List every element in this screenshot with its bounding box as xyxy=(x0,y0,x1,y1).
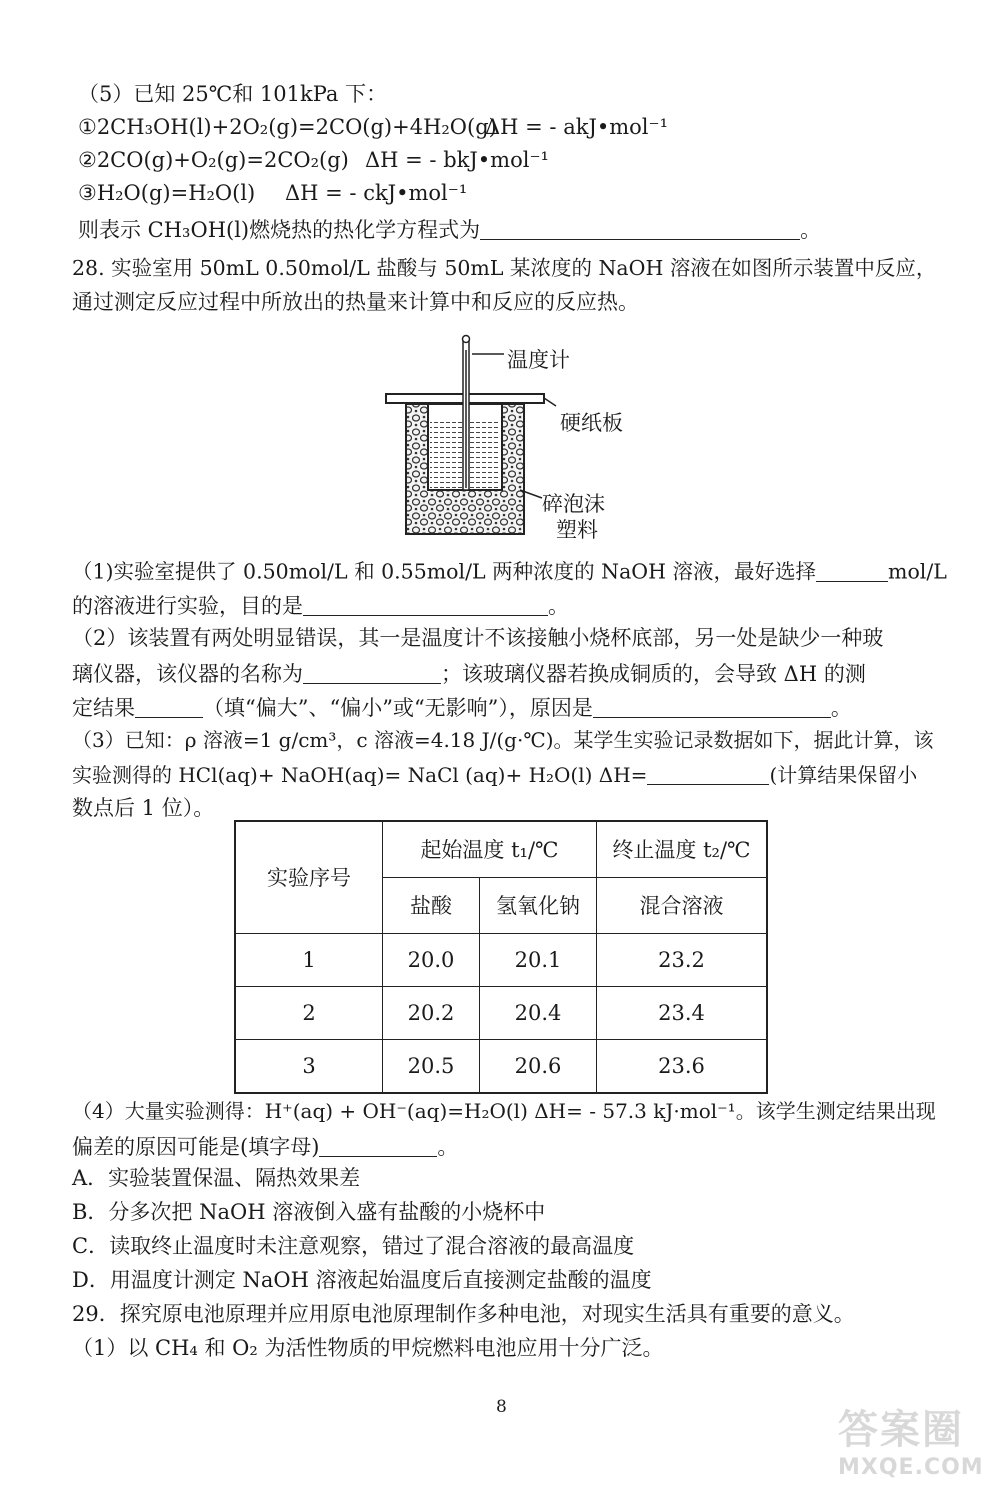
q28-part2-text-d: （填“偏大”、“偏小”或“无影响”），原因是 xyxy=(203,696,593,720)
cell-index: 3 xyxy=(235,1039,383,1093)
label-thermometer: 温度计 xyxy=(507,348,570,372)
q28-part2-text-a: 璃仪器，该仪器的名称为 xyxy=(72,662,303,686)
option-d: D．用温度计测定 NaOH 溶液起始温度后直接测定盐酸的温度 xyxy=(72,1268,652,1292)
option-b: B．分多次把 NaOH 溶液倒入盛有盐酸的小烧杯中 xyxy=(72,1200,546,1224)
header-end-temp: 终止温度 t₂/℃ xyxy=(597,821,768,877)
page-number: 8 xyxy=(496,1397,507,1417)
cell-hcl: 20.2 xyxy=(383,986,480,1039)
cell-index: 1 xyxy=(235,933,383,986)
q27-5-equation-1: ①2CH₃OH(l)+2O₂(g)=2CO(g)+4H₂O(g) xyxy=(78,115,497,139)
q28-part4-line-2 xyxy=(72,1135,458,1158)
q29-part1: （1）以 CH₄ 和 O₂ 为活性物质的甲烷燃料电池应用十分广泛。 xyxy=(72,1336,664,1360)
q28-part1-text-b: mol/L xyxy=(888,559,947,584)
q29-stem: 29．探究原电池原理并应用原电池原理制作多种电池，对现实生活具有重要的意义。 xyxy=(72,1302,855,1326)
q27-5-equation-3: ③H₂O(g)=H₂O(l) xyxy=(78,181,256,205)
q28-part3-line-3: 数点后 1 位）。 xyxy=(72,796,215,820)
header-start-temp: 起始温度 t₁/℃ xyxy=(383,821,597,877)
answer-blank[interactable] xyxy=(319,1135,437,1157)
q28-part4-text-a: 偏差的原因可能是(填字母) xyxy=(72,1135,320,1159)
answer-blank[interactable] xyxy=(303,594,548,616)
option-a: A．实验装置保温、隔热效果差 xyxy=(72,1166,361,1190)
q28-part3-line-1: （3）已知：ρ 溶液=1 g/cm³，c 溶液=4.18 J/(g·℃)。某学生实验记录数据如下，据此计算，该 xyxy=(72,728,934,752)
q28-part1-line-2 xyxy=(72,594,569,617)
cell-naoh: 20.4 xyxy=(480,986,597,1039)
q28-part2-line-3 xyxy=(72,696,852,719)
cell-mix: 23.4 xyxy=(597,986,768,1039)
experiment-data-table xyxy=(234,820,768,1094)
label-cardboard: 硬纸板 xyxy=(560,411,623,435)
q27-5-question xyxy=(78,218,821,241)
header-naoh: 氢氧化钠 xyxy=(480,877,597,933)
table-row xyxy=(235,986,767,1039)
table-row xyxy=(235,1039,767,1093)
q28-part2-line-2 xyxy=(72,662,866,685)
q28-part4-text-b: 。 xyxy=(437,1135,459,1159)
answer-blank[interactable] xyxy=(135,696,203,718)
q27-5-equation-2: ②2CO(g)+O₂(g)=2CO₂(g) xyxy=(78,148,349,172)
cell-hcl: 20.0 xyxy=(383,933,480,986)
answer-blank[interactable] xyxy=(593,696,831,718)
header-index: 实验序号 xyxy=(235,821,383,933)
q28-part3-line-2 xyxy=(72,764,917,785)
header-hcl: 盐酸 xyxy=(383,877,480,933)
answer-blank[interactable] xyxy=(303,662,441,684)
watermark-logo xyxy=(838,1398,988,1498)
cell-index: 2 xyxy=(235,986,383,1039)
q28-part4-line-1: （4）大量实验测得：H⁺(aq) + OH⁻(aq)=H₂O(l) ΔH= - 57.3 kJ·mol⁻¹。该学生测定结果出现 xyxy=(72,1099,936,1123)
table-row xyxy=(235,933,767,986)
q28-part2-text-c: 定结果 xyxy=(72,696,135,720)
q27-5-equation-2-dh: ΔH = - bkJ•mol⁻¹ xyxy=(365,148,549,172)
cell-mix: 23.6 xyxy=(597,1039,768,1093)
cell-mix: 23.2 xyxy=(597,933,768,986)
q28-stem-line-2: 通过测定反应过程中所放出的热量来计算中和反应的反应热。 xyxy=(72,290,639,314)
q28-part1-text-a: （1)实验室提供了 0.50mol/L 和 0.55mol/L 两种浓度的 NaOH 溶液，最好选择 xyxy=(72,559,816,584)
q28-part1-line-1 xyxy=(72,560,947,582)
cell-naoh: 20.1 xyxy=(480,933,597,986)
label-foam-2: 塑料 xyxy=(556,518,598,542)
q27-5-intro: （5）已知 25℃和 101kPa 下： xyxy=(78,82,388,106)
answer-blank[interactable] xyxy=(647,764,769,785)
q28-part1-text-d: 。 xyxy=(548,594,569,618)
q28-part2-line-1: （2）该装置有两处明显错误，其一是温度计不该接触小烧杯底部，另一处是缺少一种玻 xyxy=(72,626,884,650)
q27-5-question-text: 则表示 CH₃OH(l)燃烧热的热化学方程式为 xyxy=(78,218,481,242)
watermark-line-1: 答案圈 xyxy=(838,1407,964,1453)
q27-5-end: 。 xyxy=(800,218,822,242)
option-c: C．读取终止温度时未注意观察，错过了混合溶液的最高温度 xyxy=(72,1234,635,1258)
q28-part1-text-c: 的溶液进行实验，目的是 xyxy=(72,594,303,618)
cell-naoh: 20.6 xyxy=(480,1039,597,1093)
label-foam-1: 碎泡沫 xyxy=(542,492,605,516)
cell-hcl: 20.5 xyxy=(383,1039,480,1093)
watermark-line-2: MXQE.COM xyxy=(838,1455,984,1480)
q28-part3-text-a: 实验测得的 HCl(aq)+ NaOH(aq)= NaCl (aq)+ H₂O(l) ΔH= xyxy=(72,763,648,787)
header-mix: 混合溶液 xyxy=(597,877,768,933)
q28-part2-text-b: ；该玻璃仪器若换成铜质的，会导致 ΔH 的测 xyxy=(441,662,866,686)
q28-stem-line-1: 28. 实验室用 50mL 0.50mol/L 盐酸与 50mL 某浓度的 NaOH 溶液在如图所示装置中反应， xyxy=(72,256,937,280)
q27-5-equation-3-dh: ΔH = - ckJ•mol⁻¹ xyxy=(285,181,468,205)
q27-5-equation-1-dh: ΔH = - akJ•mol⁻¹ xyxy=(485,115,669,139)
q28-part3-text-b: (计算结果保留小 xyxy=(769,763,918,787)
answer-blank[interactable] xyxy=(480,218,800,240)
answer-blank[interactable] xyxy=(816,560,888,582)
q28-part2-text-e: 。 xyxy=(830,696,852,720)
